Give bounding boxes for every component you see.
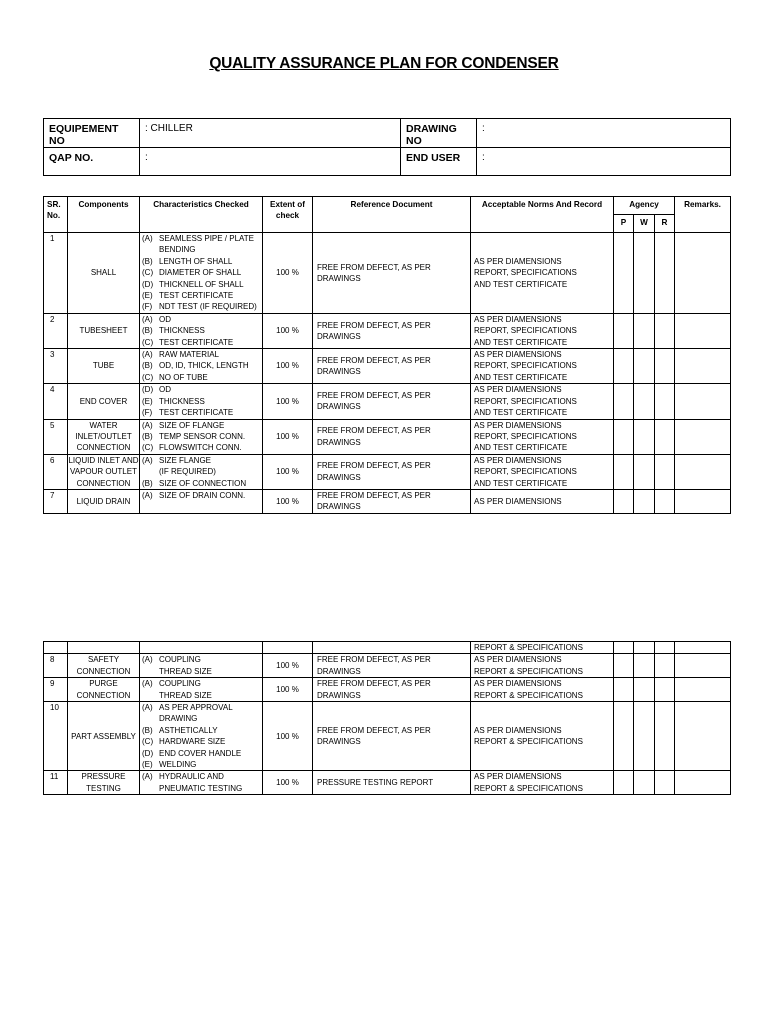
characteristic-letter: (B) (142, 256, 153, 266)
agency-w-cell (634, 384, 655, 419)
characteristic-text: NDT TEST (IF REQUIRED) (159, 302, 257, 312)
agency-w-cell (634, 233, 655, 314)
reference-cell: FREE FROM DEFECT, AS PER DRAWINGS (313, 384, 471, 419)
characteristic-letter: (B) (142, 478, 153, 488)
reference-cell: FREE FROM DEFECT, AS PER DRAWINGS (313, 654, 471, 678)
characteristic-item (142, 372, 262, 383)
characteristic-text: (IF REQUIRED) (159, 467, 216, 477)
characteristic-text: SIZE OF FLANGE (159, 420, 225, 430)
agency-p-cell (614, 349, 634, 384)
norms-cell (471, 489, 614, 513)
sr-cell: 6 (44, 454, 68, 489)
characteristic-letter: (F) (142, 302, 153, 312)
agency-w-cell (634, 349, 655, 384)
component-cell: LIQUID DRAIN (68, 489, 140, 513)
norms-line: AND TEST CERTIFICATE (474, 372, 568, 382)
characteristic-item (142, 666, 262, 677)
reference-cell: FREE FROM DEFECT, AS PER DRAWINGS (313, 454, 471, 489)
agency-w-cell (634, 454, 655, 489)
characteristic-item (142, 759, 262, 770)
characteristics-cell (140, 654, 263, 678)
characteristic-item (142, 420, 262, 431)
characteristic-text: HARDWARE SIZE (159, 737, 226, 747)
norms-cell (471, 349, 614, 384)
characteristic-text: THREAD SIZE (159, 690, 212, 700)
characteristic-text: DRAWING (159, 714, 198, 724)
component-cell: SAFETY CONNECTION (68, 654, 140, 678)
extent-cell: 100 % (263, 702, 313, 771)
qap-table-continued (43, 641, 731, 795)
remarks-cell (675, 489, 731, 513)
characteristic-text: PNEUMATIC TESTING (159, 783, 243, 793)
norms-line: REPORT & SPECIFICATIONS (474, 783, 583, 793)
norms-line: AS PER DIAMENSIONS (474, 655, 562, 665)
characteristic-letter: (E) (142, 396, 153, 406)
characteristic-item (142, 279, 262, 290)
agency-w-cell (634, 419, 655, 454)
agency-p-cell (614, 489, 634, 513)
extent-cell: 100 % (263, 654, 313, 678)
agency-r-cell (655, 678, 675, 702)
drawing-label: DRAWING NO (401, 119, 477, 148)
qap-value: : (140, 148, 401, 176)
qap-label: QAP NO. (44, 148, 140, 176)
characteristic-letter: (A) (142, 679, 153, 689)
characteristic-letter: (F) (142, 408, 153, 418)
characteristic-letter: (A) (142, 490, 153, 500)
characteristic-letter: (A) (142, 350, 153, 360)
norms-line: REPORT & SPECIFICATIONS (474, 666, 583, 676)
component-cell: END COVER (68, 384, 140, 419)
table-row (44, 454, 731, 489)
characteristic-item (142, 702, 262, 713)
characteristic-letter: (C) (142, 443, 154, 453)
characteristic-item (142, 713, 262, 724)
sr-cell: 1 (44, 233, 68, 314)
norms-line: REPORT, SPECIFICATIONS (474, 326, 577, 336)
characteristic-letter: (C) (142, 268, 154, 278)
reference-cell: FREE FROM DEFECT, AS PER DRAWINGS (313, 489, 471, 513)
characteristic-item (142, 360, 262, 371)
agency-p-cell (614, 771, 634, 795)
characteristic-text: THICKNESS (159, 326, 205, 336)
characteristic-item (142, 407, 262, 418)
characteristic-item (142, 384, 262, 395)
characteristic-text: SIZE OF CONNECTION (159, 478, 247, 488)
norms-line: REPORT, SPECIFICATIONS (474, 396, 577, 406)
extent-cell: 100 % (263, 349, 313, 384)
remarks-cell (675, 349, 731, 384)
norms-cell (471, 654, 614, 678)
component-cell: WATER INLET/OUTLET CONNECTION (68, 419, 140, 454)
characteristic-letter: (A) (142, 772, 153, 782)
characteristics-cell (140, 489, 263, 513)
table-row (44, 771, 731, 795)
sr-cell: 8 (44, 654, 68, 678)
characteristic-text: THICKNESS (159, 396, 205, 406)
norms-line: AS PER DIAMENSIONS (474, 496, 562, 506)
norms-cell (471, 384, 614, 419)
characteristic-item (142, 314, 262, 325)
qap-table (43, 196, 731, 514)
enduser-label: END USER (401, 148, 477, 176)
equipment-info-table (43, 118, 731, 176)
norms-cell (471, 771, 614, 795)
characteristic-letter: (A) (142, 455, 153, 465)
remarks-cell (675, 233, 731, 314)
reference-cell: FREE FROM DEFECT, AS PER DRAWINGS (313, 702, 471, 771)
norms-line: AS PER DIAMENSIONS (474, 725, 562, 735)
agency-r-cell (655, 702, 675, 771)
reference-cell: FREE FROM DEFECT, AS PER DRAWINGS (313, 313, 471, 348)
characteristic-item (142, 396, 262, 407)
col-norms: Acceptable Norms And Record (471, 197, 614, 233)
equipment-label: EQUIPEMENT NO (44, 119, 140, 148)
characteristics-cell (140, 384, 263, 419)
characteristic-text: OD (159, 314, 171, 324)
characteristic-text: HYDRAULIC AND (159, 772, 224, 782)
norms-line: REPORT, SPECIFICATIONS (474, 268, 577, 278)
characteristic-letter: (C) (142, 337, 154, 347)
characteristic-item (142, 466, 262, 477)
agency-p-cell (614, 702, 634, 771)
sr-cell: 2 (44, 313, 68, 348)
characteristic-text: OD (159, 385, 171, 395)
norms-cell (471, 419, 614, 454)
col-extent: Extent of check (263, 197, 313, 233)
characteristic-item (142, 290, 262, 301)
norms-line: AS PER DIAMENSIONS (474, 420, 562, 430)
characteristic-letter: (A) (142, 314, 153, 324)
characteristic-text: RAW MATERIAL (159, 350, 220, 360)
reference-cell: FREE FROM DEFECT, AS PER DRAWINGS (313, 678, 471, 702)
extent-cell: 100 % (263, 384, 313, 419)
extent-cell: 100 % (263, 678, 313, 702)
norms-line: AND TEST CERTIFICATE (474, 337, 568, 347)
table-row (44, 489, 731, 513)
characteristic-letter: (E) (142, 760, 153, 770)
norms-line: AND TEST CERTIFICATE (474, 443, 568, 453)
characteristic-text: AS PER APPROVAL (159, 703, 233, 713)
component-cell: PRESSURE TESTING (68, 771, 140, 795)
col-components: Components (68, 197, 140, 233)
remarks-cell (675, 384, 731, 419)
col-remarks: Remarks. (675, 197, 731, 233)
characteristic-item (142, 748, 262, 759)
characteristic-text: SIZE FLANGE (159, 455, 212, 465)
norms-line: AS PER DIAMENSIONS (474, 455, 562, 465)
characteristic-text: FLOWSWITCH CONN. (159, 443, 242, 453)
characteristics-cell (140, 771, 263, 795)
col-sr: SR. No. (44, 197, 68, 233)
characteristic-letter: (C) (142, 372, 154, 382)
characteristic-item (142, 442, 262, 453)
characteristics-cell (140, 678, 263, 702)
agency-p-cell (614, 384, 634, 419)
sr-cell: 5 (44, 419, 68, 454)
norms-line: AS PER DIAMENSIONS (474, 350, 562, 360)
characteristic-letter: (A) (142, 655, 153, 665)
characteristic-text: TEST CERTIFICATE (159, 291, 234, 301)
characteristic-text: DIAMETER OF SHALL (159, 268, 242, 278)
table-row (44, 313, 731, 348)
characteristic-item (142, 325, 262, 336)
characteristic-letter: (A) (142, 420, 153, 430)
agency-w-cell (634, 678, 655, 702)
table-row (44, 384, 731, 419)
sr-cell: 4 (44, 384, 68, 419)
characteristic-item (142, 256, 262, 267)
characteristic-text: COUPLING (159, 679, 201, 689)
characteristic-text: COUPLING (159, 655, 201, 665)
characteristic-text: END COVER HANDLE (159, 748, 242, 758)
col-characteristics: Characteristics Checked (140, 197, 263, 233)
norms-line: AS PER DIAMENSIONS (474, 256, 562, 266)
norms-line: REPORT, SPECIFICATIONS (474, 361, 577, 371)
col-agency-r: R (655, 215, 675, 233)
norms-line: REPORT & SPECIFICATIONS (474, 737, 583, 747)
norms-line: AS PER DIAMENSIONS (474, 314, 562, 324)
characteristic-letter: (B) (142, 326, 153, 336)
equipment-value: : CHILLER (140, 119, 401, 148)
agency-r-cell (655, 654, 675, 678)
table-row (44, 702, 731, 771)
characteristic-item (142, 678, 262, 689)
characteristic-item (142, 301, 262, 312)
agency-w-cell (634, 489, 655, 513)
characteristic-text: SEAMLESS PIPE / PLATE (159, 234, 254, 243)
characteristic-letter: (A) (142, 234, 153, 243)
drawing-value: : (477, 119, 731, 148)
characteristics-cell (140, 702, 263, 771)
norms-line: AS PER DIAMENSIONS (474, 385, 562, 395)
agency-w-cell (634, 313, 655, 348)
component-cell: SHALL (68, 233, 140, 314)
col-agency-p: P (614, 215, 634, 233)
characteristic-letter: (E) (142, 291, 153, 301)
characteristics-cell (140, 349, 263, 384)
reference-cell: FREE FROM DEFECT, AS PER DRAWINGS (313, 233, 471, 314)
characteristic-letter: (C) (142, 737, 154, 747)
characteristic-text: TEMP SENSOR CONN. (159, 431, 246, 441)
agency-r-cell (655, 233, 675, 314)
remarks-cell (675, 678, 731, 702)
agency-r-cell (655, 349, 675, 384)
component-cell: PART ASSEMBLY (68, 702, 140, 771)
reference-cell: PRESSURE TESTING REPORT (313, 771, 471, 795)
remarks-cell (675, 419, 731, 454)
characteristic-text: SIZE OF DRAIN CONN. (159, 490, 246, 500)
characteristic-item (142, 783, 262, 794)
characteristic-text: BENDING (159, 245, 196, 255)
characteristic-letter: (D) (142, 748, 154, 758)
agency-p-cell (614, 419, 634, 454)
characteristic-letter: (B) (142, 431, 153, 441)
characteristic-item (142, 690, 262, 701)
reference-cell: FREE FROM DEFECT, AS PER DRAWINGS (313, 349, 471, 384)
norms-cell (471, 678, 614, 702)
characteristic-item (142, 490, 262, 501)
extent-cell: 100 % (263, 419, 313, 454)
characteristics-cell (140, 233, 263, 314)
norms-line: REPORT, SPECIFICATIONS (474, 467, 577, 477)
characteristic-letter: (D) (142, 385, 154, 395)
enduser-value: : (477, 148, 731, 176)
norms-cell (471, 233, 614, 314)
characteristic-letter: (B) (142, 361, 153, 371)
characteristics-cell (140, 454, 263, 489)
extent-cell: 100 % (263, 454, 313, 489)
remarks-cell (675, 454, 731, 489)
characteristic-item (142, 233, 262, 244)
col-agency-w: W (634, 215, 655, 233)
agency-r-cell (655, 489, 675, 513)
table-row (44, 654, 731, 678)
norms-cell: REPORT & SPECIFICATIONS (471, 642, 614, 654)
agency-r-cell (655, 384, 675, 419)
col-agency: Agency (614, 197, 675, 215)
sr-cell: 7 (44, 489, 68, 513)
agency-r-cell (655, 454, 675, 489)
characteristic-item (142, 244, 262, 255)
characteristic-item (142, 478, 262, 489)
norms-line: REPORT, SPECIFICATIONS (474, 431, 577, 441)
agency-w-cell (634, 654, 655, 678)
reference-cell: FREE FROM DEFECT, AS PER DRAWINGS (313, 419, 471, 454)
agency-p-cell (614, 654, 634, 678)
component-cell: LIQUID INLET AND VAPOUR OUTLET CONNECTION (68, 455, 139, 488)
agency-p-cell (614, 454, 634, 489)
characteristic-item (142, 654, 262, 665)
agency-w-cell (634, 702, 655, 771)
agency-r-cell (655, 771, 675, 795)
agency-p-cell (614, 678, 634, 702)
characteristic-text: TEST CERTIFICATE (159, 408, 234, 418)
characteristic-item (142, 337, 262, 348)
norms-line: REPORT & SPECIFICATIONS (474, 690, 583, 700)
characteristic-text: ASTHETICALLY (159, 725, 218, 735)
table-row (44, 419, 731, 454)
characteristic-item (142, 771, 262, 782)
extent-cell: 100 % (263, 233, 313, 314)
table-row (44, 678, 731, 702)
agency-p-cell (614, 233, 634, 314)
characteristic-text: NO OF TUBE (159, 372, 208, 382)
characteristic-text: WELDING (159, 760, 197, 770)
component-cell: TUBESHEET (68, 313, 140, 348)
extent-cell: 100 % (263, 771, 313, 795)
col-reference: Reference Document (313, 197, 471, 233)
characteristic-item (142, 431, 262, 442)
characteristic-letter: (B) (142, 725, 153, 735)
agency-r-cell (655, 313, 675, 348)
norms-line: AND TEST CERTIFICATE (474, 279, 568, 289)
characteristic-item (142, 267, 262, 278)
component-cell: PURGE CONNECTION (68, 678, 140, 702)
remarks-cell (675, 313, 731, 348)
characteristic-text: TEST CERTIFICATE (159, 337, 234, 347)
document-title: QUALITY ASSURANCE PLAN FOR CONDENSER (209, 55, 559, 72)
sr-cell: 11 (44, 771, 68, 795)
norms-cell (471, 454, 614, 489)
characteristic-text: THREAD SIZE (159, 666, 212, 676)
norms-cell (471, 702, 614, 771)
agency-w-cell (634, 771, 655, 795)
table-row (44, 349, 731, 384)
characteristics-cell (140, 419, 263, 454)
characteristics-cell (140, 313, 263, 348)
characteristic-item (142, 349, 262, 360)
extent-cell: 100 % (263, 313, 313, 348)
table-row (44, 642, 731, 654)
characteristic-text: LENGTH OF SHALL (159, 256, 233, 266)
component-cell: TUBE (68, 349, 140, 384)
norms-line: AS PER DIAMENSIONS (474, 679, 562, 689)
sr-cell: 3 (44, 349, 68, 384)
characteristic-letter: (A) (142, 703, 153, 713)
characteristic-item (142, 725, 262, 736)
agency-r-cell (655, 419, 675, 454)
characteristic-text: OD, ID, THICK, LENGTH (159, 361, 249, 371)
extent-cell: 100 % (263, 489, 313, 513)
sr-cell: 10 (44, 702, 68, 771)
characteristic-text: THICKNELL OF SHALL (159, 279, 244, 289)
remarks-cell (675, 771, 731, 795)
table-row (44, 233, 731, 314)
characteristic-letter: (D) (142, 279, 154, 289)
agency-p-cell (614, 313, 634, 348)
norms-line: AS PER DIAMENSIONS (474, 772, 562, 782)
norms-line: AND TEST CERTIFICATE (474, 478, 568, 488)
remarks-cell (675, 654, 731, 678)
norms-line: AND TEST CERTIFICATE (474, 408, 568, 418)
sr-cell: 9 (44, 678, 68, 702)
remarks-cell (675, 702, 731, 771)
characteristic-item (142, 455, 262, 466)
characteristic-item (142, 736, 262, 747)
norms-cell (471, 313, 614, 348)
